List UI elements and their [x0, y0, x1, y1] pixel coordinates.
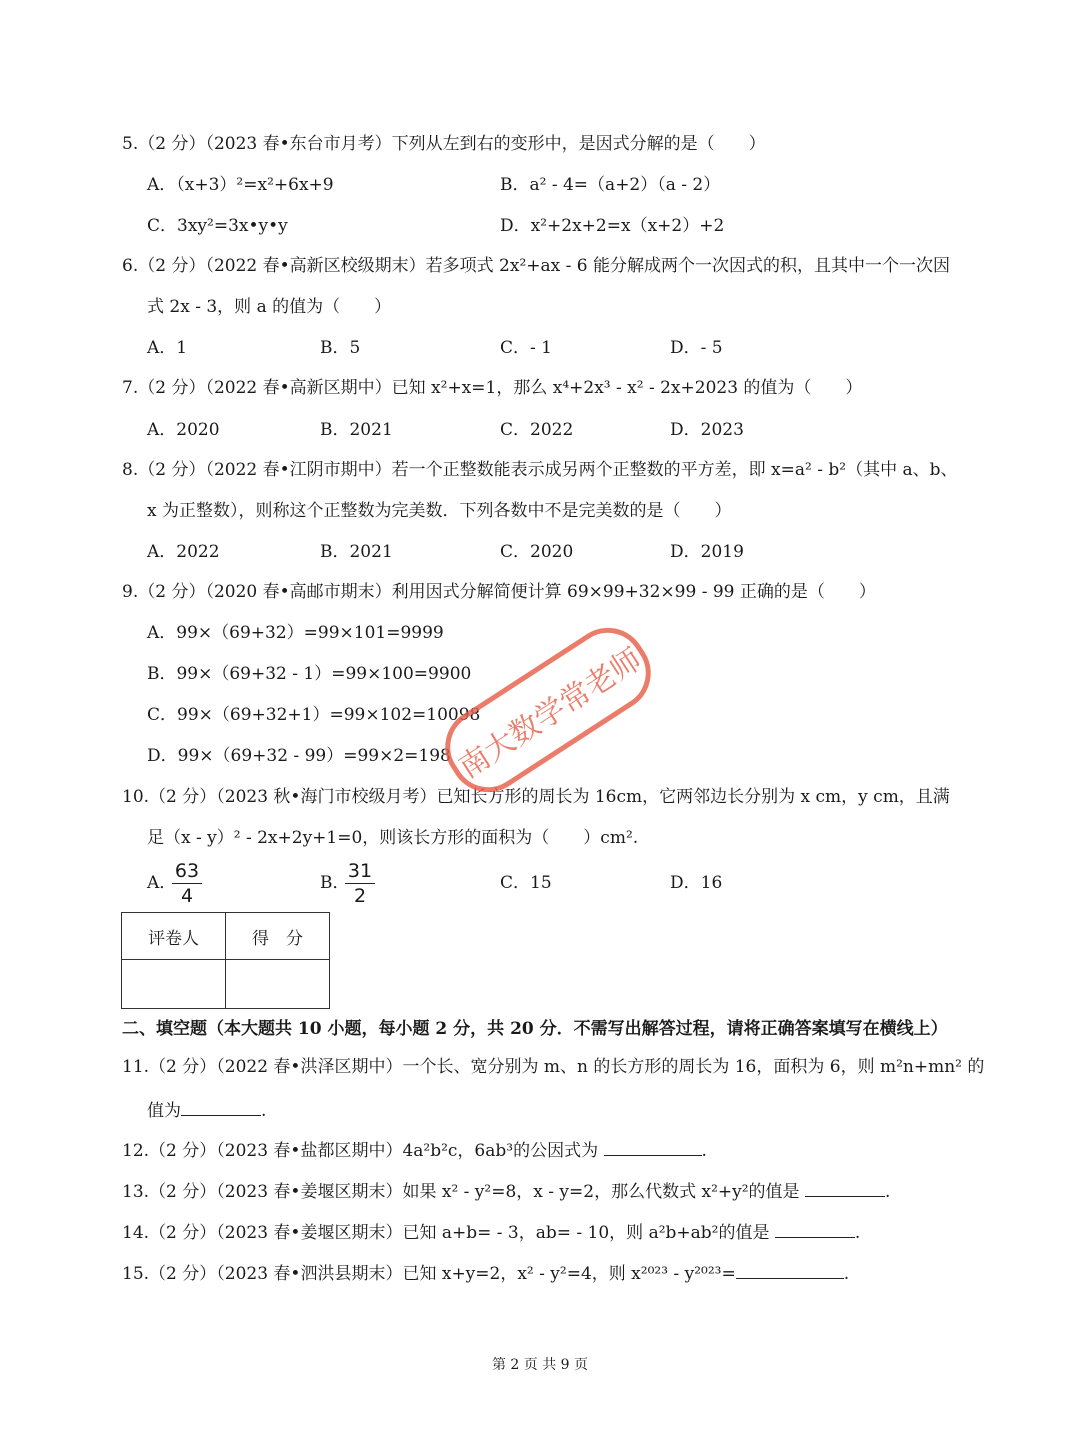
question-11-stem-cont — [147, 1097, 266, 1122]
q8-option-a: A．2022 — [147, 542, 220, 562]
fraction-numerator: 63 — [174, 860, 200, 882]
question-12 — [122, 1137, 707, 1162]
q5-option-b: B．a² - 4=（a+2）（a - 2） — [500, 175, 721, 195]
fraction-numerator: 31 — [347, 860, 373, 882]
q9-option-d: D．99×（69+32 - 99）=99×2=198 — [147, 746, 451, 766]
score-header: 得 分 — [226, 913, 330, 960]
q13-stem: 13.（2 分）（2023 春•姜堰区期末）如果 x² - y²=8，x - y=2，那么代数式 x²+y²的值是 — [122, 1182, 800, 1202]
q12-stem: 12.（2 分）（2023 春•盐都区期中）4a²b²c，6ab³的公因式为 — [122, 1141, 599, 1161]
q13-suffix: . — [884, 1182, 891, 1202]
section-2-heading: 二、填空题（本大题共 10 小题，每小题 2 分，共 20 分．不需写出解答过程，请将正确答案填写在横线上） — [122, 1019, 948, 1039]
q15-suffix: . — [843, 1264, 850, 1284]
q10-option-c: C．15 — [500, 873, 552, 893]
question-7-stem: 7.（2 分）（2022 春•高新区期中）已知 x²+x=1，那么 x⁴+2x³ - x² - 2x+2023 的值为（ ） — [122, 378, 863, 398]
q14-suffix: . — [854, 1223, 861, 1243]
watermark-text: 南大数学常老师 — [452, 641, 649, 786]
q11-answer-blank[interactable] — [181, 1097, 261, 1116]
question-14 — [122, 1219, 860, 1244]
q7-option-b: B．2021 — [320, 420, 393, 440]
q6-option-d: D．- 5 — [670, 338, 723, 358]
q7-option-d: D．2023 — [670, 420, 744, 440]
q14-stem: 14.（2 分）（2023 春•姜堰区期末）已知 a+b= - 3，ab= - 10，则 a²b+ab²的值是 — [122, 1223, 770, 1243]
page-footer: 第 2 页 共 9 页 — [491, 1357, 589, 1373]
q7-option-a: A．2020 — [147, 420, 220, 440]
score-table — [121, 912, 330, 1009]
q11-prefix: 值为 — [147, 1101, 181, 1121]
q10-option-b-label: B． — [320, 873, 350, 893]
question-13 — [122, 1178, 890, 1203]
q5-option-c: C．3xy²=3x•y•y — [147, 216, 288, 236]
q12-answer-blank[interactable] — [604, 1137, 702, 1156]
question-9-stem: 9.（2 分）（2020 春•高邮市期末）利用因式分解简便计算 69×99+32×99 - 99 正确的是（ ） — [122, 582, 876, 602]
q10-option-a-label: A． — [147, 873, 177, 893]
question-8-stem: 8.（2 分）（2022 春•江阴市期中）若一个正整数能表示成另两个正整数的平方差，即 x=a² - b²（其中 a、b、 — [122, 460, 958, 480]
question-8-stem-cont: x 为正整数），则称这个正整数为完美数．下列各数中不是完美数的是（ ） — [147, 501, 732, 521]
fraction-denominator: 4 — [180, 885, 194, 907]
q5-option-d: D．x²+2x+2=x（x+2）+2 — [500, 216, 725, 236]
q8-option-d: D．2019 — [670, 542, 744, 562]
question-10-stem-cont: 足（x - y）² - 2x+2y+1=0，则该长方形的面积为（ ）cm². — [147, 828, 639, 848]
q10-option-b-fraction — [345, 860, 375, 907]
q8-option-b: B．2021 — [320, 542, 393, 562]
fraction-bar — [345, 883, 375, 884]
q6-option-a: A．1 — [147, 338, 188, 358]
q12-suffix: . — [701, 1141, 707, 1161]
q15-answer-blank[interactable] — [736, 1260, 844, 1279]
q9-option-c: C．99×（69+32+1）=99×102=10098 — [147, 705, 481, 725]
q11-suffix: . — [261, 1101, 267, 1121]
grader-header: 评卷人 — [122, 913, 226, 960]
q5-option-a: A．（x+3）²=x²+6x+9 — [147, 175, 334, 195]
q9-option-b: B．99×（69+32 - 1）=99×100=9900 — [147, 664, 472, 684]
q10-option-d: D．16 — [670, 873, 723, 893]
q13-answer-blank[interactable] — [805, 1178, 885, 1197]
watermark-stamp — [418, 600, 678, 820]
question-5-stem: 5.（2 分）（2023 春•东台市月考）下列从左到右的变形中，是因式分解的是（ ） — [122, 134, 766, 154]
question-6-stem: 6.（2 分）（2022 春•高新区校级期末）若多项式 2x²+ax - 6 能分解成两个一次因式的积，且其中一个一次因 — [122, 256, 950, 276]
q10-option-a-fraction — [172, 860, 202, 907]
q6-option-b: B．5 — [320, 338, 361, 358]
q6-option-c: C．- 1 — [500, 338, 552, 358]
q14-answer-blank[interactable] — [775, 1219, 855, 1238]
q7-option-c: C．2022 — [500, 420, 574, 440]
question-6-stem-cont: 式 2x - 3，则 a 的值为（ ） — [147, 297, 392, 317]
question-11-stem: 11.（2 分）（2022 春•洪泽区期中）一个长、宽分别为 m、n 的长方形的周长为 16，面积为 6，则 m²n+mn² 的 — [122, 1057, 985, 1077]
q9-option-a: A．99×（69+32）=99×101=9999 — [147, 623, 444, 643]
score-cell[interactable] — [226, 960, 330, 1009]
q15-stem: 15.（2 分）（2023 春•泗洪县期末）已知 x+y=2，x² - y²=4，则 x²⁰²³ - y²⁰²³= — [122, 1264, 736, 1284]
fraction-denominator: 2 — [353, 885, 367, 907]
question-15 — [122, 1260, 849, 1285]
question-10-stem: 10.（2 分）（2023 秋•海门市校级月考）已知长方形的周长为 16cm，它两邻边长分别为 x cm，y cm，且满 — [122, 787, 950, 807]
fraction-bar — [172, 883, 202, 884]
q8-option-c: C．2020 — [500, 542, 574, 562]
grader-cell[interactable] — [122, 960, 226, 1009]
